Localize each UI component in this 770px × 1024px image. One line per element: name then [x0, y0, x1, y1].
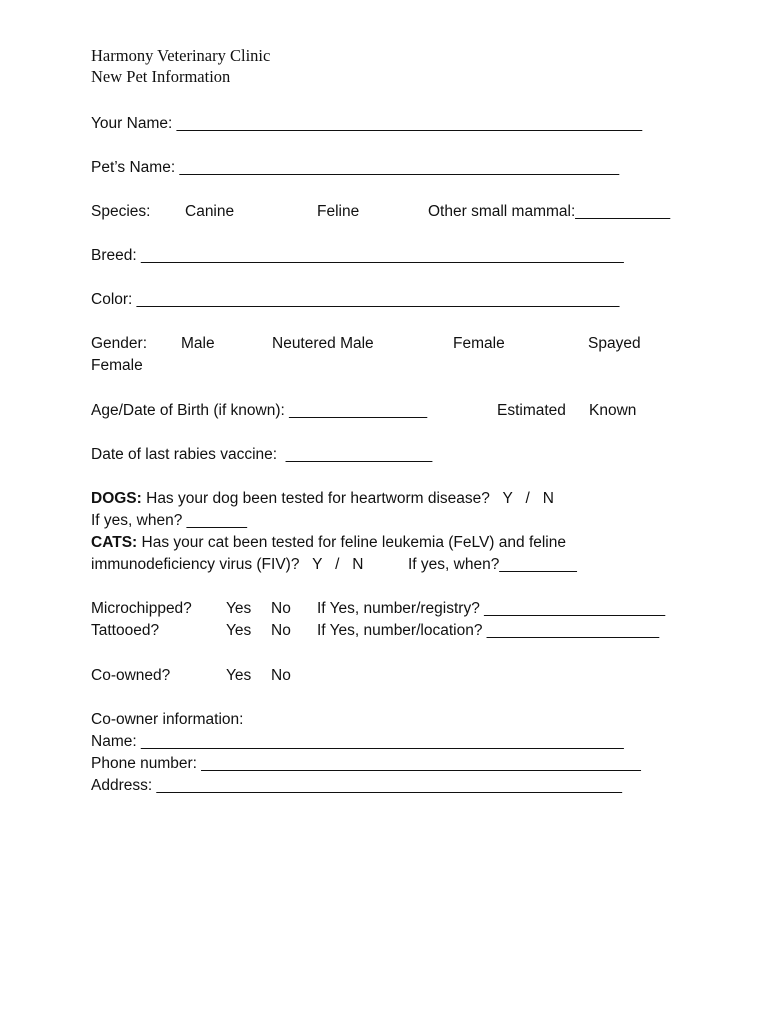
species-option-canine[interactable]: Canine	[185, 203, 235, 220]
color-field[interactable]: Color: ________________________________________________________	[91, 291, 620, 308]
cats-followup-field[interactable]: If yes, when?_________	[408, 556, 577, 573]
coowner-phone-field[interactable]: Phone number: ___________________________________________________	[91, 755, 641, 772]
gender-option-female[interactable]: Female	[453, 335, 505, 352]
rabies-date-field[interactable]: Date of last rabies vaccine: _________________	[91, 446, 433, 463]
gender-option-male[interactable]: Male	[181, 335, 215, 352]
gender-option-neutered-male[interactable]: Neutered Male	[272, 335, 374, 352]
cats-question-text: Has your cat been tested for feline leukemia (FeLV) and feline	[137, 534, 566, 551]
cats-question-line2[interactable]: immunodeficiency virus (FIV)? Y / N	[91, 556, 364, 573]
microchip-detail-field[interactable]: If Yes, number/registry? _____________________	[317, 600, 666, 617]
form-title: New Pet Information	[91, 67, 231, 86]
cats-question	[91, 532, 566, 554]
gender-label: Gender:	[91, 335, 148, 352]
microchipped-yes[interactable]: Yes	[226, 600, 252, 617]
dogs-question	[91, 488, 554, 510]
coowned-yes[interactable]: Yes	[226, 667, 252, 684]
cats-prefix: CATS:	[91, 534, 138, 551]
dogs-question-text[interactable]: Has your dog been tested for heartworm disease? Y / N	[141, 490, 554, 507]
tattooed-yes[interactable]: Yes	[226, 622, 252, 639]
species-option-feline[interactable]: Feline	[317, 203, 360, 220]
coowned-label: Co-owned?	[91, 667, 171, 684]
coowner-name-field[interactable]: Name: ________________________________________________________	[91, 733, 624, 750]
tattooed-no[interactable]: No	[271, 622, 291, 639]
coowned-no[interactable]: No	[271, 667, 291, 684]
gender-option-spayed-wrap[interactable]: Female	[91, 357, 143, 374]
age-option-known[interactable]: Known	[589, 402, 637, 419]
gender-option-spayed[interactable]: Spayed	[588, 335, 641, 352]
coowner-address-field[interactable]: Address: ______________________________________________________	[91, 777, 622, 794]
microchipped-no[interactable]: No	[271, 600, 291, 617]
tattooed-label: Tattooed?	[91, 622, 160, 639]
pets-name-field[interactable]: Pet’s Name: ___________________________________________________	[91, 159, 620, 176]
breed-field[interactable]: Breed: ________________________________________________________	[91, 247, 624, 264]
your-name-field[interactable]: Your Name: ______________________________________________________	[91, 115, 643, 132]
microchipped-label: Microchipped?	[91, 600, 192, 617]
age-field[interactable]: Age/Date of Birth (if known): ________________	[91, 402, 428, 419]
tattoo-detail-field[interactable]: If Yes, number/location? ____________________	[317, 622, 660, 639]
species-option-other[interactable]: Other small mammal:___________	[428, 203, 671, 220]
clinic-name: Harmony Veterinary Clinic	[91, 46, 271, 65]
age-option-estimated[interactable]: Estimated	[497, 402, 566, 419]
coowner-heading: Co-owner information:	[91, 711, 244, 728]
species-label: Species:	[91, 203, 151, 220]
dogs-prefix: DOGS:	[91, 490, 142, 507]
dogs-followup-field[interactable]: If yes, when? _______	[91, 512, 247, 529]
